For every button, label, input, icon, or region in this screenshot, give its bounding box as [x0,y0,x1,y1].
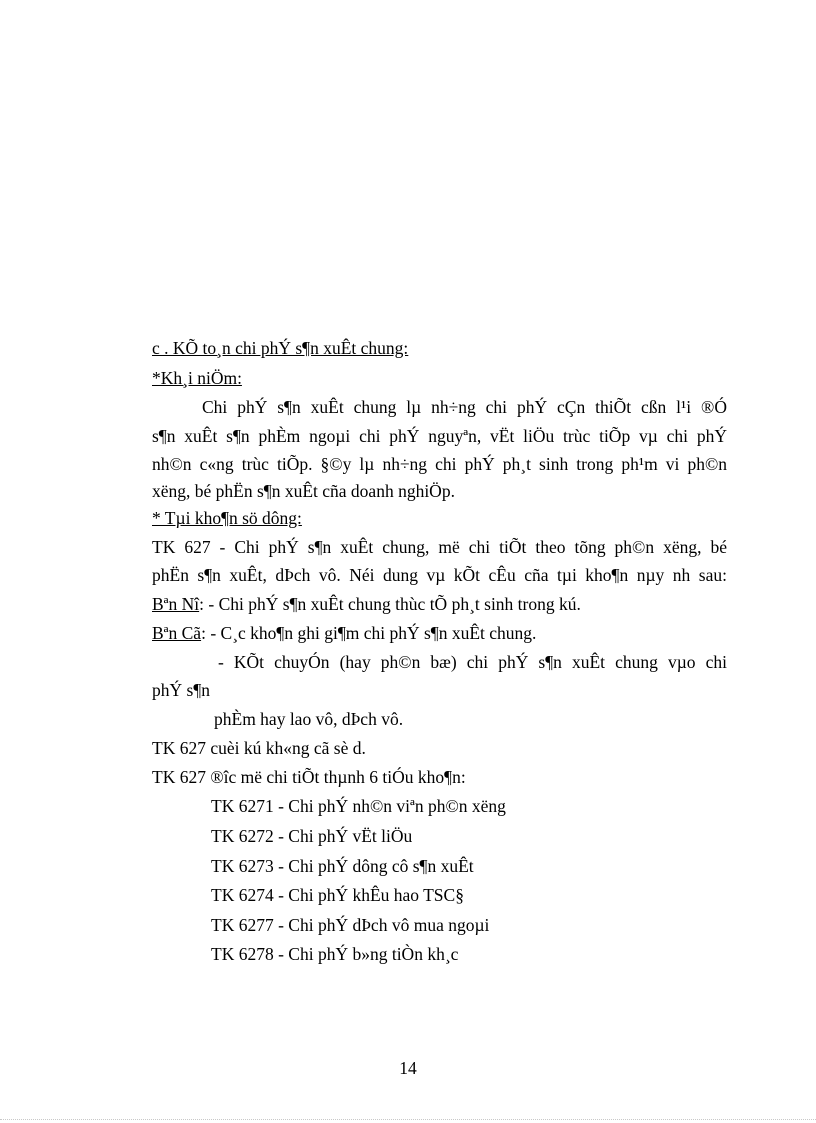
debit-line [152,594,581,615]
sub-account-6272: TK 6272 - Chi phÝ vËt liÖu [211,826,413,846]
debit-label: Bªn Nî [152,594,200,614]
concept-line-1: Chi phÝ s¶n xuÊt chung lµ nh÷ng chi phÝ cÇn thiÕt cßn l¹i ®Ó [202,397,727,417]
concept-line-2: s¶n xuÊt s¶n phÈm ngoµi chi phÝ nguyªn, vËt liÖu trùc tiÕp vµ chi phÝ [152,426,727,446]
account-line-2: phËn s¶n xuÊt, dÞch vô. Néi dung vµ kÕt cÊu cña tµi kho¶n nµy nh sau: [152,565,727,585]
page-bottom-divider [0,1119,816,1120]
credit-line [152,623,536,644]
sub-accounts-intro: TK 627 ®îc më chi tiÕt thµnh 6 tiÓu kho¶n: [152,767,466,787]
concept-line-4: xëng, bé phËn s¶n xuÊt cña doanh nghiÖp. [152,481,455,501]
credit-text: : - C¸c kho¶n ghi gi¶m chi phÝ s¶n xuÊt chung. [201,623,537,643]
account-line-1: TK 627 - Chi phÝ s¶n xuÊt chung, më chi tiÕt theo tõng ph©n xëng, bé [152,537,727,557]
sub-account-6278: TK 6278 - Chi phÝ b»ng tiÒn kh¸c [211,944,459,964]
account-heading: * Tµi kho¶n sö dông: [152,508,302,528]
page-number: 14 [399,1058,417,1078]
section-title: c . KÕ to¸n chi phÝ s¶n xuÊt chung: [152,338,409,358]
concept-heading: *Kh¸i niÖm: [152,368,242,388]
sub-account-6277: TK 6277 - Chi phÝ dÞch vô mua ngoµi [211,915,490,935]
credit-line-3: phÝ s¶n [152,680,211,700]
credit-line-2: - KÕt chuyÓn (hay ph©n bæ) chi phÝ s¶n xuÊt chung vµo chi [218,652,727,672]
sub-account-6274: TK 6274 - Chi phÝ khÊu hao TSC§ [211,885,464,905]
debit-text: : - Chi phÝ s¶n xuÊt chung thùc tÕ ph¸t sinh trong kú. [199,594,581,614]
credit-line-4: phÈm hay lao vô, dÞch vô. [214,709,404,729]
balance-line: TK 627 cuèi kú kh«ng cã sè d. [152,738,366,758]
concept-line-3: nh©n c«ng trùc tiÕp. §©y lµ nh÷ng chi phÝ ph¸t sinh trong ph¹m vi ph©n [152,454,727,474]
credit-label: Bªn Cã [152,623,202,643]
sub-account-6273: TK 6273 - Chi phÝ dông cô s¶n xuÊt [211,856,474,876]
sub-account-6271: TK 6271 - Chi phÝ nh©n viªn ph©n xëng [211,796,506,816]
